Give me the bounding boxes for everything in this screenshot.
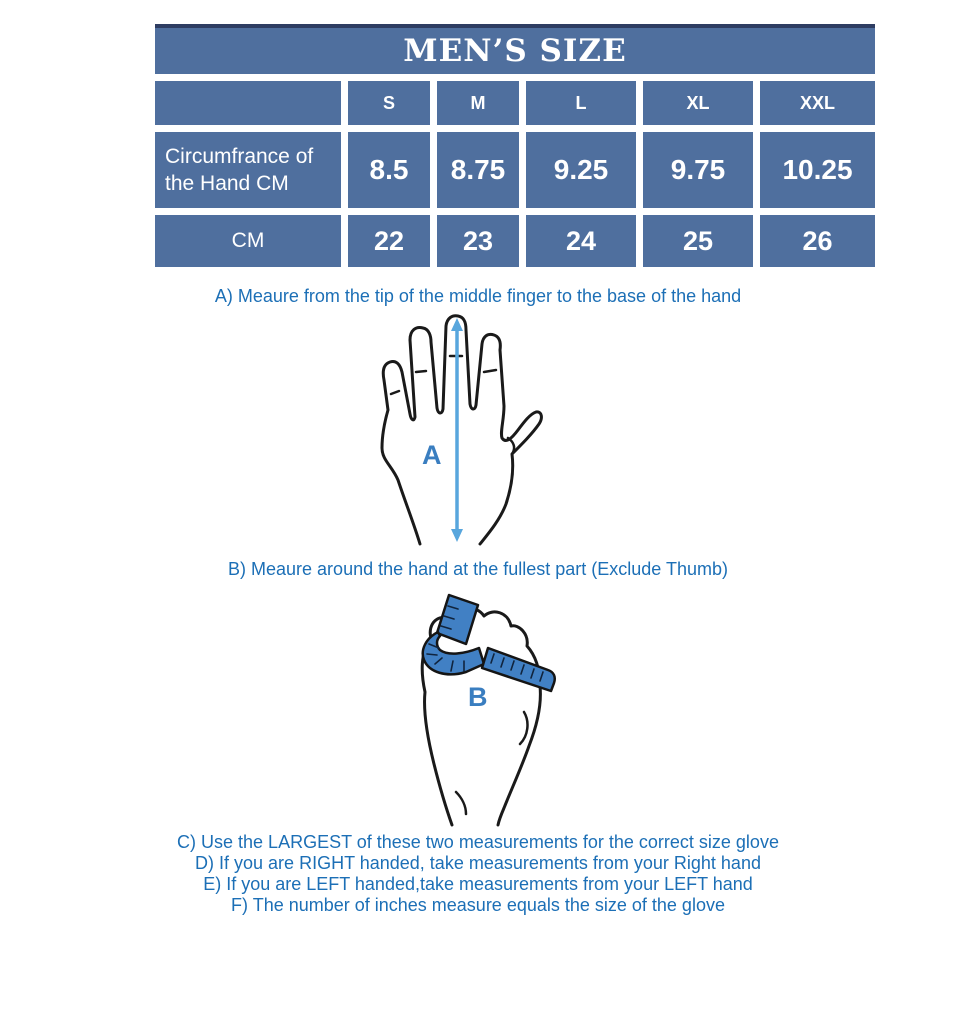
col-header-xl: XL — [643, 81, 753, 125]
caption-b: B) Meaure around the hand at the fullest part (Exclude Thumb) — [228, 559, 728, 579]
table-cell: 26 — [760, 215, 875, 267]
col-header-m: M — [437, 81, 519, 125]
table-cell: 9.25 — [526, 132, 636, 208]
row-label-cm: CM — [155, 215, 341, 267]
open-hand-diagram — [380, 314, 550, 551]
table-title: MEN’S SIZE — [155, 24, 875, 74]
figure-a-label: A — [422, 440, 442, 470]
note-c: C) Use the LARGEST of these two measurements for the correct size glove — [177, 832, 779, 852]
caption-a: A) Meaure from the tip of the middle finger to the base of the hand — [214, 286, 742, 306]
table-cell: 8.75 — [437, 132, 519, 208]
table-cell: 8.5 — [348, 132, 430, 208]
table-cell: 25 — [643, 215, 753, 267]
table-cell: 22 — [348, 215, 430, 267]
table-cell: 9.75 — [643, 132, 753, 208]
figure-b-label: B — [468, 682, 488, 712]
size-table-grid — [155, 81, 875, 267]
corner-cell — [155, 81, 341, 125]
note-d: D) If you are RIGHT handed, take measurements from your Right hand — [195, 853, 761, 873]
col-header-s: S — [348, 81, 430, 125]
fist-diagram — [396, 592, 571, 832]
fist-icon — [396, 592, 571, 827]
col-header-xxl: XXL — [760, 81, 875, 125]
col-header-l: L — [526, 81, 636, 125]
note-f: F) The number of inches measure equals the size of the glove — [231, 895, 725, 915]
table-cell: 10.25 — [760, 132, 875, 208]
notes-block — [0, 832, 956, 916]
open-hand-icon — [380, 314, 550, 546]
note-e: E) If you are LEFT handed,take measurements from your LEFT hand — [203, 874, 753, 894]
row-label-circumference: Circumfrance of the Hand CM — [155, 132, 341, 208]
table-cell: 24 — [526, 215, 636, 267]
table-cell: 23 — [437, 215, 519, 267]
size-table — [155, 24, 875, 267]
